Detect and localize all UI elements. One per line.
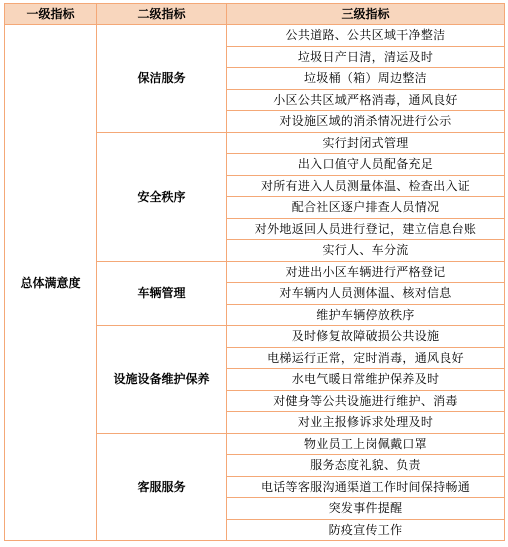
level3-cell: 对健身等公共设施进行维护、消毒 — [227, 390, 505, 412]
header-level3: 三级指标 — [227, 4, 505, 25]
level3-cell: 对进出小区车辆进行严格登记 — [227, 261, 505, 283]
level3-cell: 小区公共区域严格消毒，通风良好 — [227, 89, 505, 111]
level3-cell: 对所有进入人员测量体温、检查出入证 — [227, 175, 505, 197]
level3-cell: 公共道路、公共区域干净整洁 — [227, 25, 505, 47]
level3-cell: 实行人、车分流 — [227, 240, 505, 262]
indicator-table — [4, 3, 505, 541]
level2-cell: 车辆管理 — [97, 261, 227, 326]
level3-cell: 出入口值守人员配备充足 — [227, 154, 505, 176]
level2-cell: 客服服务 — [97, 433, 227, 541]
level2-cell: 保洁服务 — [97, 25, 227, 133]
level3-cell: 电话等客服沟通渠道工作时间保持畅通 — [227, 476, 505, 498]
table-body — [5, 25, 505, 541]
level3-cell: 对车辆内人员测体温、核对信息 — [227, 283, 505, 305]
header-row — [5, 4, 505, 25]
level1-cell: 总体满意度 — [5, 25, 97, 541]
level3-cell: 配合社区逐户排查人员情况 — [227, 197, 505, 219]
level2-cell: 安全秩序 — [97, 132, 227, 261]
level3-cell: 维护车辆停放秩序 — [227, 304, 505, 326]
level3-cell: 垃圾桶（箱）周边整洁 — [227, 68, 505, 90]
level3-cell: 防疫宣传工作 — [227, 519, 505, 541]
level3-cell: 垃圾日产日清，清运及时 — [227, 46, 505, 68]
level3-cell: 对外地返回人员进行登记，建立信息台账 — [227, 218, 505, 240]
header-level1: 一级指标 — [5, 4, 97, 25]
table-row — [5, 25, 505, 47]
level3-cell: 对设施区域的消杀情况进行公示 — [227, 111, 505, 133]
level2-cell: 设施设备维护保养 — [97, 326, 227, 434]
level3-cell: 水电气暖日常维护保养及时 — [227, 369, 505, 391]
level3-cell: 对业主报修诉求处理及时 — [227, 412, 505, 434]
level3-cell: 电梯运行正常，定时消毒，通风良好 — [227, 347, 505, 369]
level3-cell: 突发事件提醒 — [227, 498, 505, 520]
level3-cell: 物业员工上岗佩戴口罩 — [227, 433, 505, 455]
level3-cell: 服务态度礼貌、负责 — [227, 455, 505, 477]
header-level2: 二级指标 — [97, 4, 227, 25]
level3-cell: 实行封闭式管理 — [227, 132, 505, 154]
level3-cell: 及时修复故障破损公共设施 — [227, 326, 505, 348]
